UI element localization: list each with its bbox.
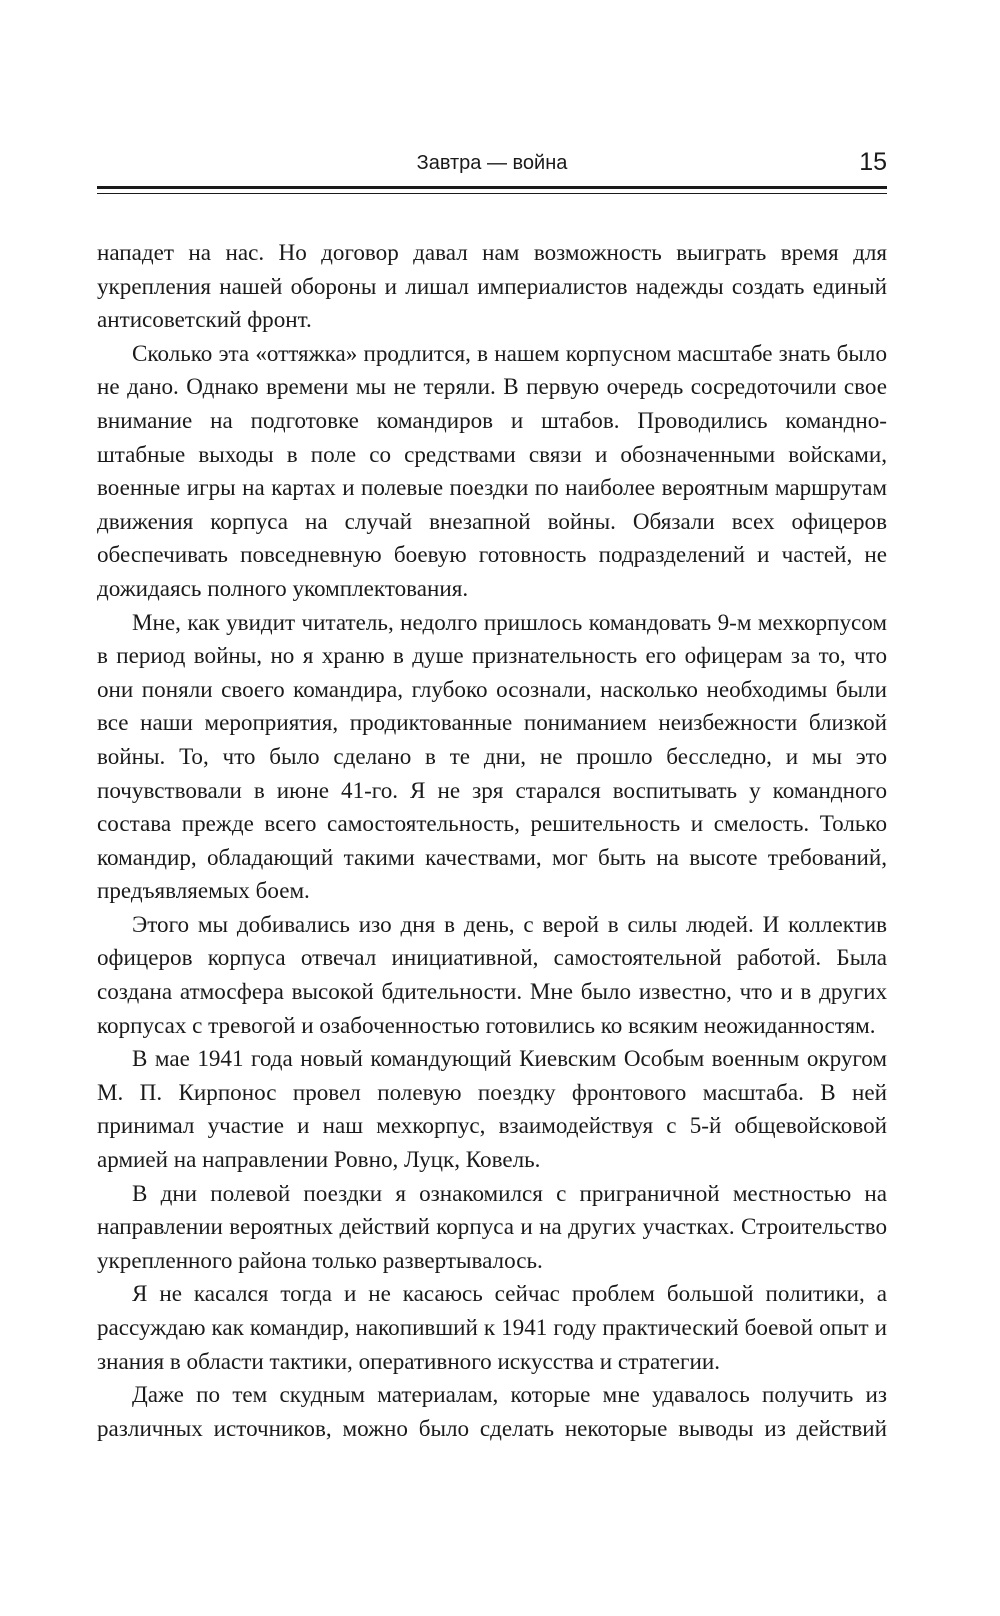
header-rule-thick: [97, 186, 887, 189]
running-title: Завтра — война: [416, 152, 568, 174]
body-text: [97, 236, 887, 1445]
running-header: [97, 148, 887, 188]
paragraph: Мне, как увидит читатель, недолго пришлось командовать 9-м мехкорпусом в период войны, но я храню в душе признательность его офицерам за то, что они поняли своего командира, глубоко осознали, насколько необходимы были все наши мероприятия, продиктованные пониманием неизбежности близкой войны. То, что было сделано в те дни, не прошло бесследно, и мы это почувствовали в июне 41-го. Я не зря старался воспитывать у командного состава прежде всего самостоятельность, решительность и смелость. Только командир, обладающий такими качествами, мог быть на высоте требований, предъявляемых боем.: [97, 608, 887, 904]
paragraph: Даже по тем скудным материалам, которые мне удавалось получить из различных источников, можно было сделать некоторые выводы из действий: [97, 1381, 887, 1441]
paragraph: нападет на нас. Но договор давал нам возможность выиграть время для укрепления нашей обороны и лишал империалистов надежды создать единый антисоветский фронт.: [97, 239, 887, 333]
paragraph: В мае 1941 года новый командующий Киевским Особым военным округом М. П. Кирпонос провел полевую поездку фронтового масштаба. В ней принимал участие и наш мехкорпус, взаимодействуя с 5-й общевойсковой армией на направлении Ровно, Луцк, Ковель.: [97, 1045, 887, 1173]
paragraph: Я не касался тогда и не касаюсь сейчас проблем большой политики, а рассуждаю как командир, накопивший к 1941 году практический боевой опыт и знания в области тактики, оперативного искусства и стратегии.: [97, 1280, 887, 1374]
paragraph: Этого мы добивались изо дня в день, с верой в силы людей. И коллектив офицеров корпуса отвечал инициативной, самостоятельной работой. Была создана атмосфера высокой бдительности. Мне было известно, что и в других корпусах с тревогой и озабоченностью готовились ко всяким неожиданностям.: [97, 910, 887, 1038]
paragraph: Сколько эта «оттяжка» продлится, в нашем корпусном масштабе знать было не дано. Однако времени мы не теряли. В первую очередь сосредоточили свое внимание на подготовке командиров и штабов. Проводились командно-штабные выходы в поле со средствами связи и обозначенными войсками, военные игры на картах и полевые поездки по наиболее вероятным маршрутам движения корпуса на случай внезапной войны. Обязали всех офицеров обеспечивать повседневную боевую готовность подразделений и частей, не дожидаясь полного укомплектования.: [97, 339, 887, 601]
page-number: 15: [859, 148, 887, 176]
paragraph: В дни полевой поездки я ознакомился с приграничной местностью на направлении вероятных действий корпуса и на других участках. Строительство укрепленного района только развертывалось.: [97, 1179, 887, 1273]
header-rule-thin: [97, 193, 887, 194]
